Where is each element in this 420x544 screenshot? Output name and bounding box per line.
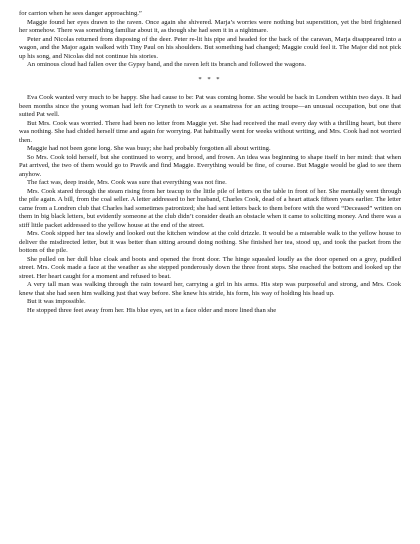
section-two — [19, 94, 401, 315]
paragraph: So Mrs. Cook told herself, but she continued to worry, and brood, and frown. An idea was beginning to shape itself in her mind: that when Pat arrived, the two of them would go to Pravik and find Maggie. Everything would be fine, of course. But Maggie would be glad to see them anyhow. — [19, 153, 401, 178]
paragraph: Mrs. Cook stared through the steam rising from her teacup to the little pile of letters on the table in front of her. She mentally went through the pile again. A bill, from the coal seller. A letter addressed to her husband, Charles Cook, dead of a heart attack fifteen years earlier. The letter came from a Londren club that Charles had sometimes patronized; she had sent letters back to them before with the word “Deceased” written on them in big black letters, but evidently someone at the club didn’t consider death an obstacle when it came to soliciting money. And there was a stiff little packet addressed to the yellow house at the end of the street. — [19, 187, 401, 229]
paragraph: A very tall man was walking through the rain toward her, carrying a girl in his arms. His step was purposeful and strong, and Mrs. Cook knew that she had seen him walking just that way before. She knew his stride, his form, his way of holding his head up. — [19, 281, 401, 297]
paragraph: He stopped three feet away from her. His blue eyes, set in a face older and more lined than she — [27, 306, 277, 314]
section-separator: * * * — [198, 75, 222, 83]
paragraph: Maggie found her eyes drawn to the raven. Once again she shivered. Marja’s worries were nothing but superstition, yet the bird frightened her somehow. There was something familiar about it, as though she had seen it in a nightmare. — [19, 18, 401, 34]
paragraph: She pulled on her dull blue cloak and boots and opened the front door. The hinge squealed loudly as the door opened on a grey, puddled street. Mrs. Cook made a face at the weather as she stepped ponderously down the three front steps. She reached the bottom and looked up the street. Her heart caught for a moment and refused to beat. — [19, 255, 401, 280]
paragraph: Eva Cook wanted very much to be happy. She had cause to be: Pat was coming home. She would be back in Londren within two days. It had been months since the young woman had left for Cryneth to work as a seamstress for an acting troupe—an unusual occupation, but one that suited Pat well. — [19, 94, 401, 118]
paragraph: Maggie had not been gone long. She was busy; she had probably forgotten all about writing. — [27, 145, 271, 152]
paragraph: But it was impossible. — [27, 298, 86, 305]
paragraph: for carrion when he sees danger approaching.” — [19, 10, 142, 17]
paragraph: Peter and Nicolas returned from disposing of the deer. Peter re-lit his pipe and headed for the back of the caravan, Marja disappeared into a wagon, and the Major again walked with Tiny Paul on his shoulders. But something had changed; Maggie could feel it. The Major did not pick up his song, and Nicolas did not continue his stories. — [19, 35, 401, 60]
paragraph: But Mrs. Cook was worried. There had been no letter from Maggie yet. She had received the mail every day with a thrilling heart, but there was nothing. She had chided herself time and again for worrying. Pat habitually went for weeks without writing, and Mrs. Cook had not worried then. — [19, 119, 401, 144]
section-one — [19, 10, 401, 70]
paragraph: The fact was, deep inside, Mrs. Cook was sure that everything was not fine. — [27, 179, 227, 186]
paragraph: An ominous cloud had fallen over the Gypsy band, and the raven left its branch and followed the wagons. — [27, 61, 307, 68]
paragraph: Mrs. Cook sipped her tea slowly and looked out the kitchen window at the cold drizzle. It would be a miserable walk to the yellow house to deliver the misdirected letter, but it was better than sitting around doing nothing. She finished her tea, stood up, and took the packet from the bottom of the pile. — [19, 230, 401, 254]
